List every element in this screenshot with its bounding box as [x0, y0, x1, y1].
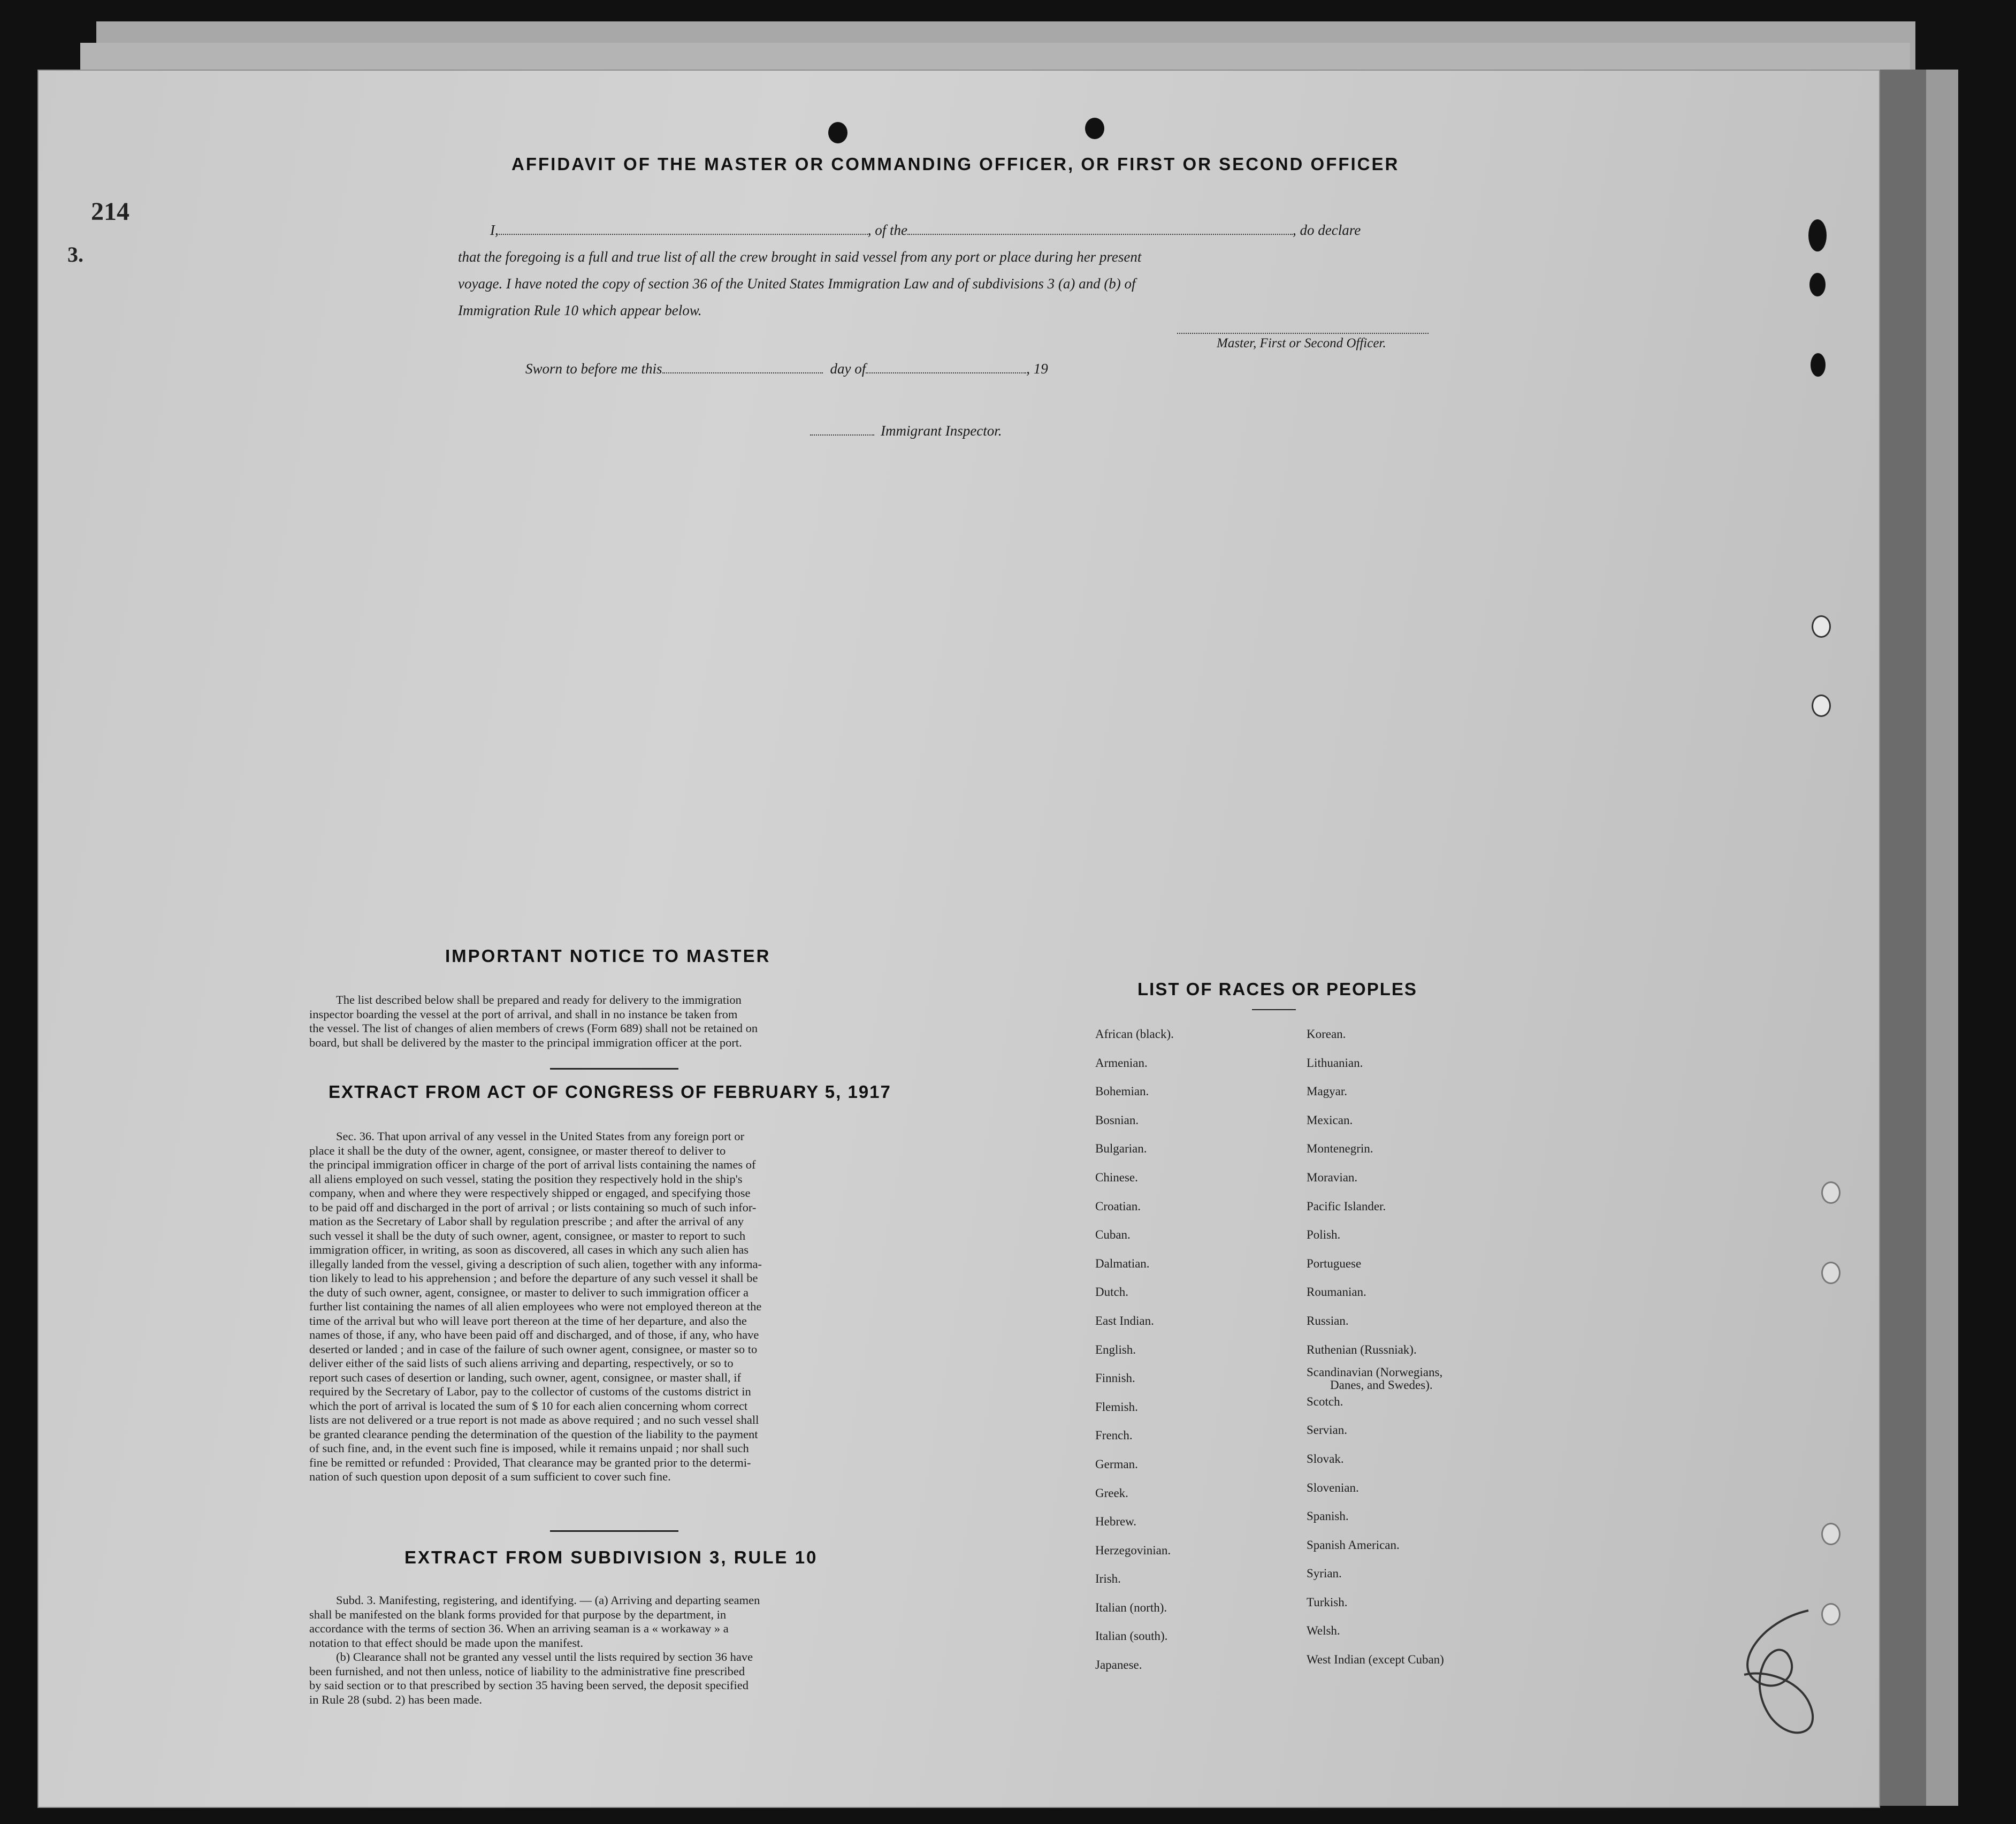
act-line: be granted clearance pending the determination of the question of the liability to the payment [309, 1427, 758, 1441]
race-item [1095, 1257, 1174, 1286]
race-label: Ruthenian (Russniak). [1307, 1342, 1417, 1356]
act-line: fine be remitted or refunded : Provided, That clearance may be granted prior to the determi- [309, 1455, 751, 1469]
race-item [1307, 1596, 1444, 1624]
race-item [1095, 1658, 1174, 1687]
race-label: Moravian. [1307, 1170, 1358, 1184]
race-label: Pacific Islander. [1307, 1199, 1386, 1213]
name-blank [499, 234, 868, 235]
race-item [1307, 1452, 1444, 1481]
race-label: Finnish. [1095, 1371, 1135, 1385]
act-line: Sec. 36. That upon arrival of any vessel in the United States from any foreign port or [336, 1129, 745, 1143]
race-label: German. [1095, 1457, 1138, 1471]
race-item [1095, 1515, 1174, 1544]
race-item [1095, 1429, 1174, 1457]
race-item [1307, 1257, 1444, 1286]
races-right-column [1307, 1027, 1444, 1682]
race-item [1095, 1629, 1174, 1658]
act-line: place it shall be the duty of the owner, agent, consignee, or master thereof to deliver to [309, 1143, 726, 1157]
race-item [1307, 1027, 1444, 1056]
races-title: LIST OF RACES OR PEOPLES [1137, 979, 1417, 999]
inspector-blank [810, 434, 874, 436]
race-item [1307, 1538, 1444, 1567]
affidavit-do-declare: , do declare [1293, 222, 1361, 238]
race-item [1307, 1653, 1444, 1682]
rule-line: (b) Clearance shall not be granted any vessel until the lists required by section 36 have [336, 1650, 753, 1663]
race-item [1095, 1314, 1174, 1343]
race-item [1307, 1624, 1444, 1653]
race-label: Japanese. [1095, 1658, 1142, 1672]
act-body [309, 1129, 920, 1484]
act-line: immigration officer, in writing, as soon as discovered, all cases in which any such alien has [309, 1243, 749, 1256]
punch-hole [1811, 353, 1826, 377]
reinforcement-ring [1821, 1181, 1841, 1204]
punch-hole [1085, 118, 1104, 139]
act-line: report such cases of desertion or landing, such owner, agent, consignee, or master shall, if [309, 1370, 741, 1384]
notice-line: board, but shall be delivered by the master to the principal immigration officer at the port. [309, 1035, 742, 1049]
notice-line: The list described below shall be prepared and ready for delivery to the immigration [336, 993, 742, 1006]
rule-line: shall be manifested on the blank forms provided for that purpose by the department, in [309, 1607, 727, 1621]
race-label: Lithuanian. [1307, 1056, 1363, 1070]
race-label: Scotch. [1307, 1394, 1343, 1408]
race-label: Mexican. [1307, 1113, 1353, 1127]
race-label: Hebrew. [1095, 1515, 1137, 1529]
divider-rule [1252, 1009, 1296, 1010]
race-item [1095, 1113, 1174, 1142]
affidavit-line-3: voyage. I have noted the copy of section 36 of the United States Immigration Law and of subdivisions 3 (a) and (b) of [458, 276, 1136, 292]
race-item [1095, 1142, 1174, 1171]
notice-title: IMPORTANT NOTICE TO MASTER [445, 946, 771, 966]
race-item [1307, 1509, 1444, 1538]
punch-hole [1809, 273, 1826, 296]
race-item [1307, 1142, 1444, 1171]
inspector-label: Immigrant Inspector. [881, 423, 1002, 439]
affidavit-line-2: that the foregoing is a full and true list of all the crew brought in said vessel from any port or place during her present [458, 249, 1142, 265]
race-item [1095, 1371, 1174, 1400]
act-line: names of those, if any, who have been paid off and discharged, and of those, if any, who have [309, 1328, 759, 1341]
race-label: Spanish American. [1307, 1538, 1400, 1552]
notice-body [309, 993, 920, 1050]
rule-line: been furnished, and not then unless, notice of liability to the administrative fine prescribed [309, 1664, 745, 1678]
race-item [1095, 1171, 1174, 1200]
race-label: Servian. [1307, 1423, 1348, 1437]
race-label: French. [1095, 1429, 1133, 1443]
race-item [1307, 1171, 1444, 1200]
race-item [1095, 1457, 1174, 1486]
race-label: Italian (north). [1095, 1600, 1167, 1614]
act-line: such vessel it shall be the duty of such owner, agent, consignee, or master to report to such [309, 1228, 746, 1242]
race-item [1307, 1085, 1444, 1113]
race-label-continued: Danes, and Swedes). [1330, 1378, 1433, 1392]
page-edge-strip [1926, 70, 1958, 1806]
reinforcement-ring [1821, 1523, 1841, 1545]
race-label: Russian. [1307, 1314, 1349, 1327]
act-line: to be paid off and discharged in the port of arrival ; or lists containing so much of such infor- [309, 1200, 757, 1214]
race-label: Welsh. [1307, 1624, 1340, 1638]
race-item [1307, 1056, 1444, 1085]
race-label: Dutch. [1095, 1285, 1128, 1299]
inspector-line [810, 423, 1002, 439]
master-signature-line [1177, 333, 1429, 334]
notice-line: the vessel. The list of changes of alien members of crews (Form 689) shall not be retained on [309, 1021, 758, 1035]
race-label: Flemish. [1095, 1400, 1138, 1414]
sworn-month-blank [866, 372, 1026, 373]
year-label: , 19 [1026, 361, 1048, 377]
race-item [1095, 1027, 1174, 1056]
act-line: of such fine, and, in the event such fine is imposed, while it remains unpaid ; nor shall such [309, 1441, 749, 1455]
race-label: Cuban. [1095, 1228, 1131, 1242]
race-item [1307, 1567, 1444, 1596]
reinforcement-ring [1821, 1262, 1841, 1284]
act-line: company, when and where they were respectively shipped or engaged, and specifying those [309, 1186, 751, 1200]
reinforcement-ring [1812, 695, 1831, 717]
race-label: Herzegovinian. [1095, 1543, 1171, 1557]
rule-line: Subd. 3. Manifesting, registering, and identifying. — (a) Arriving and departing seamen [336, 1593, 760, 1607]
race-item [1095, 1228, 1174, 1257]
race-item [1307, 1481, 1444, 1510]
race-label: Bulgarian. [1095, 1142, 1147, 1156]
act-line: nation of such question upon deposit of a sum sufficient to cover such fine. [309, 1470, 671, 1483]
race-label: Slovak. [1307, 1452, 1344, 1466]
race-label: African (black). [1095, 1027, 1174, 1041]
sworn-line [525, 361, 1048, 377]
margin-mark: 3. [67, 242, 83, 266]
race-item [1307, 1423, 1444, 1452]
rule-line: notation to that effect should be made upon the manifest. [309, 1636, 583, 1650]
act-line: deserted or landed ; and in case of the failure of such owner agent, consignee, or master so to [309, 1342, 758, 1356]
race-label: Italian (south). [1095, 1629, 1168, 1643]
act-line: deliver either of the said lists of such aliens arriving and departing, respectively, or so to [309, 1356, 734, 1370]
affidavit-title: AFFIDAVIT OF THE MASTER OR COMMANDING OFFICER, OR FIRST OR SECOND OFFICER [511, 154, 1400, 174]
affidavit-of-the: , of the [867, 222, 907, 238]
race-label: Greek. [1095, 1486, 1128, 1500]
race-label: Dalmatian. [1095, 1256, 1150, 1270]
race-label: Portuguese [1307, 1256, 1362, 1270]
race-label: West Indian (except Cuban) [1307, 1653, 1444, 1667]
race-label: Croatian. [1095, 1199, 1141, 1213]
act-line: all aliens employed on such vessel, stating the position they respectively hold in the ship's [309, 1172, 743, 1186]
act-line: which the port of arrival is located the sum of $ 10 for each alien concerning whom correct [309, 1399, 748, 1413]
race-item [1307, 1366, 1444, 1395]
act-line: illegally landed from the vessel, giving a description of such alien, together with any informa- [309, 1257, 762, 1271]
race-label: Bosnian. [1095, 1113, 1139, 1127]
race-label: Roumanian. [1307, 1285, 1366, 1299]
affidavit-text [458, 217, 1458, 324]
act-line: lists are not delivered or a true report is not made as above required ; and no such vessel shall [309, 1413, 759, 1426]
race-item [1095, 1544, 1174, 1573]
race-item [1095, 1200, 1174, 1228]
race-item [1095, 1285, 1174, 1314]
rule-line: by said section or to that prescribed by section 35 having been served, the deposit specified [309, 1678, 749, 1692]
rule-title: EXTRACT FROM SUBDIVISION 3, RULE 10 [404, 1547, 818, 1567]
act-line: further list containing the names of all alien employees who were not employed thereon at the [309, 1300, 762, 1313]
race-item [1095, 1400, 1174, 1429]
affidavit-line-4: Immigration Rule 10 which appear below. [458, 302, 702, 318]
race-item [1307, 1314, 1444, 1343]
races-left-column [1095, 1027, 1174, 1687]
vessel-blank [907, 234, 1293, 235]
race-item [1095, 1056, 1174, 1085]
race-item [1307, 1113, 1444, 1142]
sworn-label: Sworn to before me this [525, 361, 662, 377]
act-line: required by the Secretary of Labor, pay to the collector of customs of the customs district in [309, 1385, 751, 1398]
race-item [1307, 1395, 1444, 1424]
rule-body [309, 1593, 920, 1707]
act-line: tion likely to lead to his apprehension ; and before the departure of any such vessel it shall be [309, 1271, 758, 1285]
race-label: Turkish. [1307, 1595, 1348, 1609]
reinforcement-ring [1812, 615, 1831, 638]
notice-line: inspector boarding the vessel at the port of arrival, and shall in no instance be taken from [309, 1007, 738, 1021]
race-label: Slovenian. [1307, 1480, 1359, 1494]
race-label: Polish. [1307, 1228, 1341, 1242]
race-item [1095, 1486, 1174, 1515]
punch-hole [828, 122, 847, 143]
divider-rule [550, 1530, 678, 1532]
race-label: Spanish. [1307, 1509, 1349, 1523]
race-label: Korean. [1307, 1027, 1346, 1041]
sworn-day-blank [662, 372, 823, 373]
act-line: mation as the Secretary of Labor shall by regulation prescribe ; and after the arrival of any [309, 1215, 744, 1228]
race-label: English. [1095, 1342, 1136, 1356]
race-item [1095, 1085, 1174, 1113]
race-item [1095, 1572, 1174, 1601]
handwritten-mark [1723, 1600, 1830, 1750]
divider-rule [550, 1068, 678, 1070]
race-label: East Indian. [1095, 1314, 1154, 1327]
race-label: Scandinavian (Norwegians, [1307, 1365, 1443, 1379]
rule-line: accordance with the terms of section 36. When an arriving seaman is a « workaway » a [309, 1622, 729, 1635]
race-item [1095, 1601, 1174, 1630]
race-label: Magyar. [1307, 1085, 1348, 1098]
master-signature-label: Master, First or Second Officer. [1217, 336, 1386, 350]
punch-hole [1808, 219, 1827, 251]
race-label: Montenegrin. [1307, 1142, 1373, 1156]
race-item [1095, 1343, 1174, 1372]
rule-line: in Rule 28 (subd. 2) has been made. [309, 1692, 483, 1706]
race-label: Syrian. [1307, 1567, 1342, 1581]
act-line: the principal immigration officer in charge of the port of arrival lists containing the names of [309, 1158, 756, 1171]
race-label: Chinese. [1095, 1170, 1138, 1184]
margin-number: 214 [91, 197, 129, 226]
race-label: Irish. [1095, 1572, 1121, 1586]
document-page [37, 70, 1880, 1808]
race-label: Armenian. [1095, 1056, 1148, 1070]
race-item [1307, 1285, 1444, 1314]
act-line: time of the arrival but who will leave port thereon at the time of her departure, and also the [309, 1314, 747, 1327]
affidavit-i: I, [490, 222, 499, 238]
race-item [1307, 1200, 1444, 1228]
race-item [1307, 1228, 1444, 1257]
act-title: EXTRACT FROM ACT OF CONGRESS OF FEBRUARY 5, 1917 [329, 1082, 891, 1102]
act-line: the duty of such owner, agent, consignee, or master to deliver to such immigration officer a [309, 1285, 749, 1299]
day-of-label: day of [830, 361, 866, 377]
race-label: Bohemian. [1095, 1085, 1149, 1098]
